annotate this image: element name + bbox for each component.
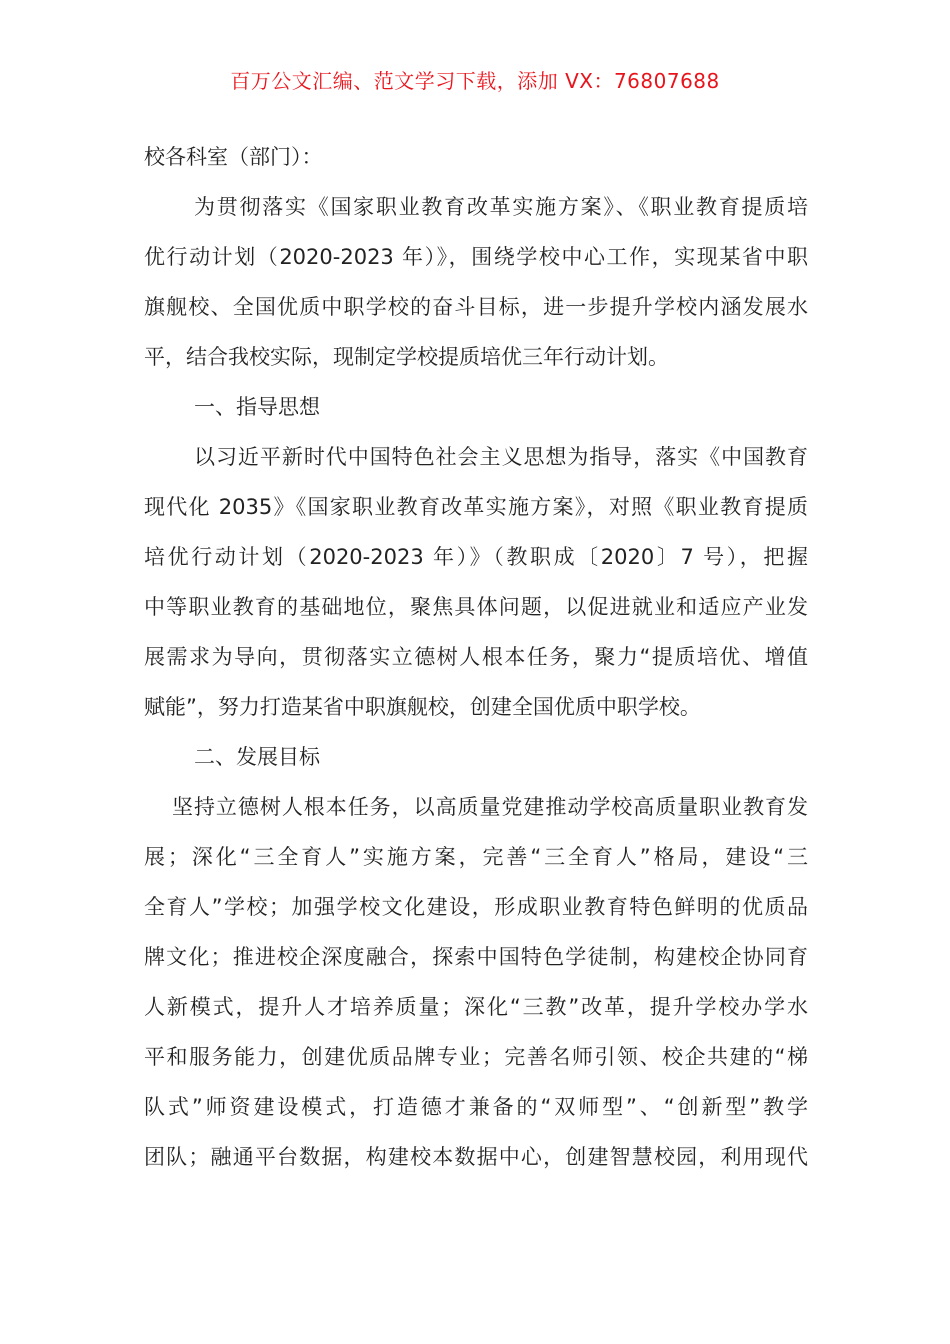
section2-line: 展；深化“三全育人”实施方案，完善“三全育人”格局，建设“三 xyxy=(144,845,808,869)
section-heading-development-goals: 二、发展目标 xyxy=(194,745,320,769)
intro-line: 为贯彻落实《国家职业教育改革实施方案》、《职业教育提质培 xyxy=(194,195,808,219)
section1-line: 现代化 2035》《国家职业教育改革实施方案》，对照《职业教育提质 xyxy=(144,495,808,519)
section2-line: 队式”师资建设模式，打造德才兼备的“双师型”、“创新型”教学 xyxy=(144,1095,808,1119)
intro-line: 优行动计划（2020-2023 年）》，围绕学校中心工作，实现某省中职 xyxy=(144,245,808,269)
section-heading-guiding-ideology: 一、指导思想 xyxy=(194,395,320,419)
section2-line: 平和服务能力，创建优质品牌专业；完善名师引领、校企共建的“梯 xyxy=(144,1045,808,1069)
section2-line: 团队；融通平台数据，构建校本数据中心，创建智慧校园，利用现代 xyxy=(144,1145,808,1169)
section1-line: 赋能”，努力打造某省中职旗舰校，创建全国优质中职学校。 xyxy=(144,695,701,719)
document-body xyxy=(144,132,808,1182)
intro-line: 旗舰校、全国优质中职学校的奋斗目标，进一步提升学校内涵发展水 xyxy=(144,295,808,319)
section2-line: 坚持立德树人根本任务，以高质量党建推动学校高质量职业教育发 xyxy=(172,795,808,819)
section2-line: 牌文化；推进校企深度融合，探索中国特色学徒制，构建校企协同育 xyxy=(144,945,808,969)
section1-line: 以习近平新时代中国特色社会主义思想为指导，落实《中国教育 xyxy=(194,445,808,469)
section1-line: 中等职业教育的基础地位，聚焦具体问题，以促进就业和适应产业发 xyxy=(144,595,808,619)
salutation: 校各科室（部门）： xyxy=(144,145,323,169)
watermark-header: 百万公文汇编、范文学习下载，添加 VX：76807688 xyxy=(230,69,720,93)
intro-line: 平，结合我校实际，现制定学校提质培优三年行动计划。 xyxy=(144,345,669,369)
section2-line: 人新模式，提升人才培养质量；深化“三教”改革，提升学校办学水 xyxy=(144,995,808,1019)
section1-line: 培优行动计划（2020-2023 年）》（教职成〔2020〕7 号），把握 xyxy=(144,545,808,569)
section2-line: 全育人”学校；加强学校文化建设，形成职业教育特色鲜明的优质品 xyxy=(144,895,808,919)
section1-line: 展需求为导向，贯彻落实立德树人根本任务，聚力“提质培优、增值 xyxy=(144,645,808,669)
